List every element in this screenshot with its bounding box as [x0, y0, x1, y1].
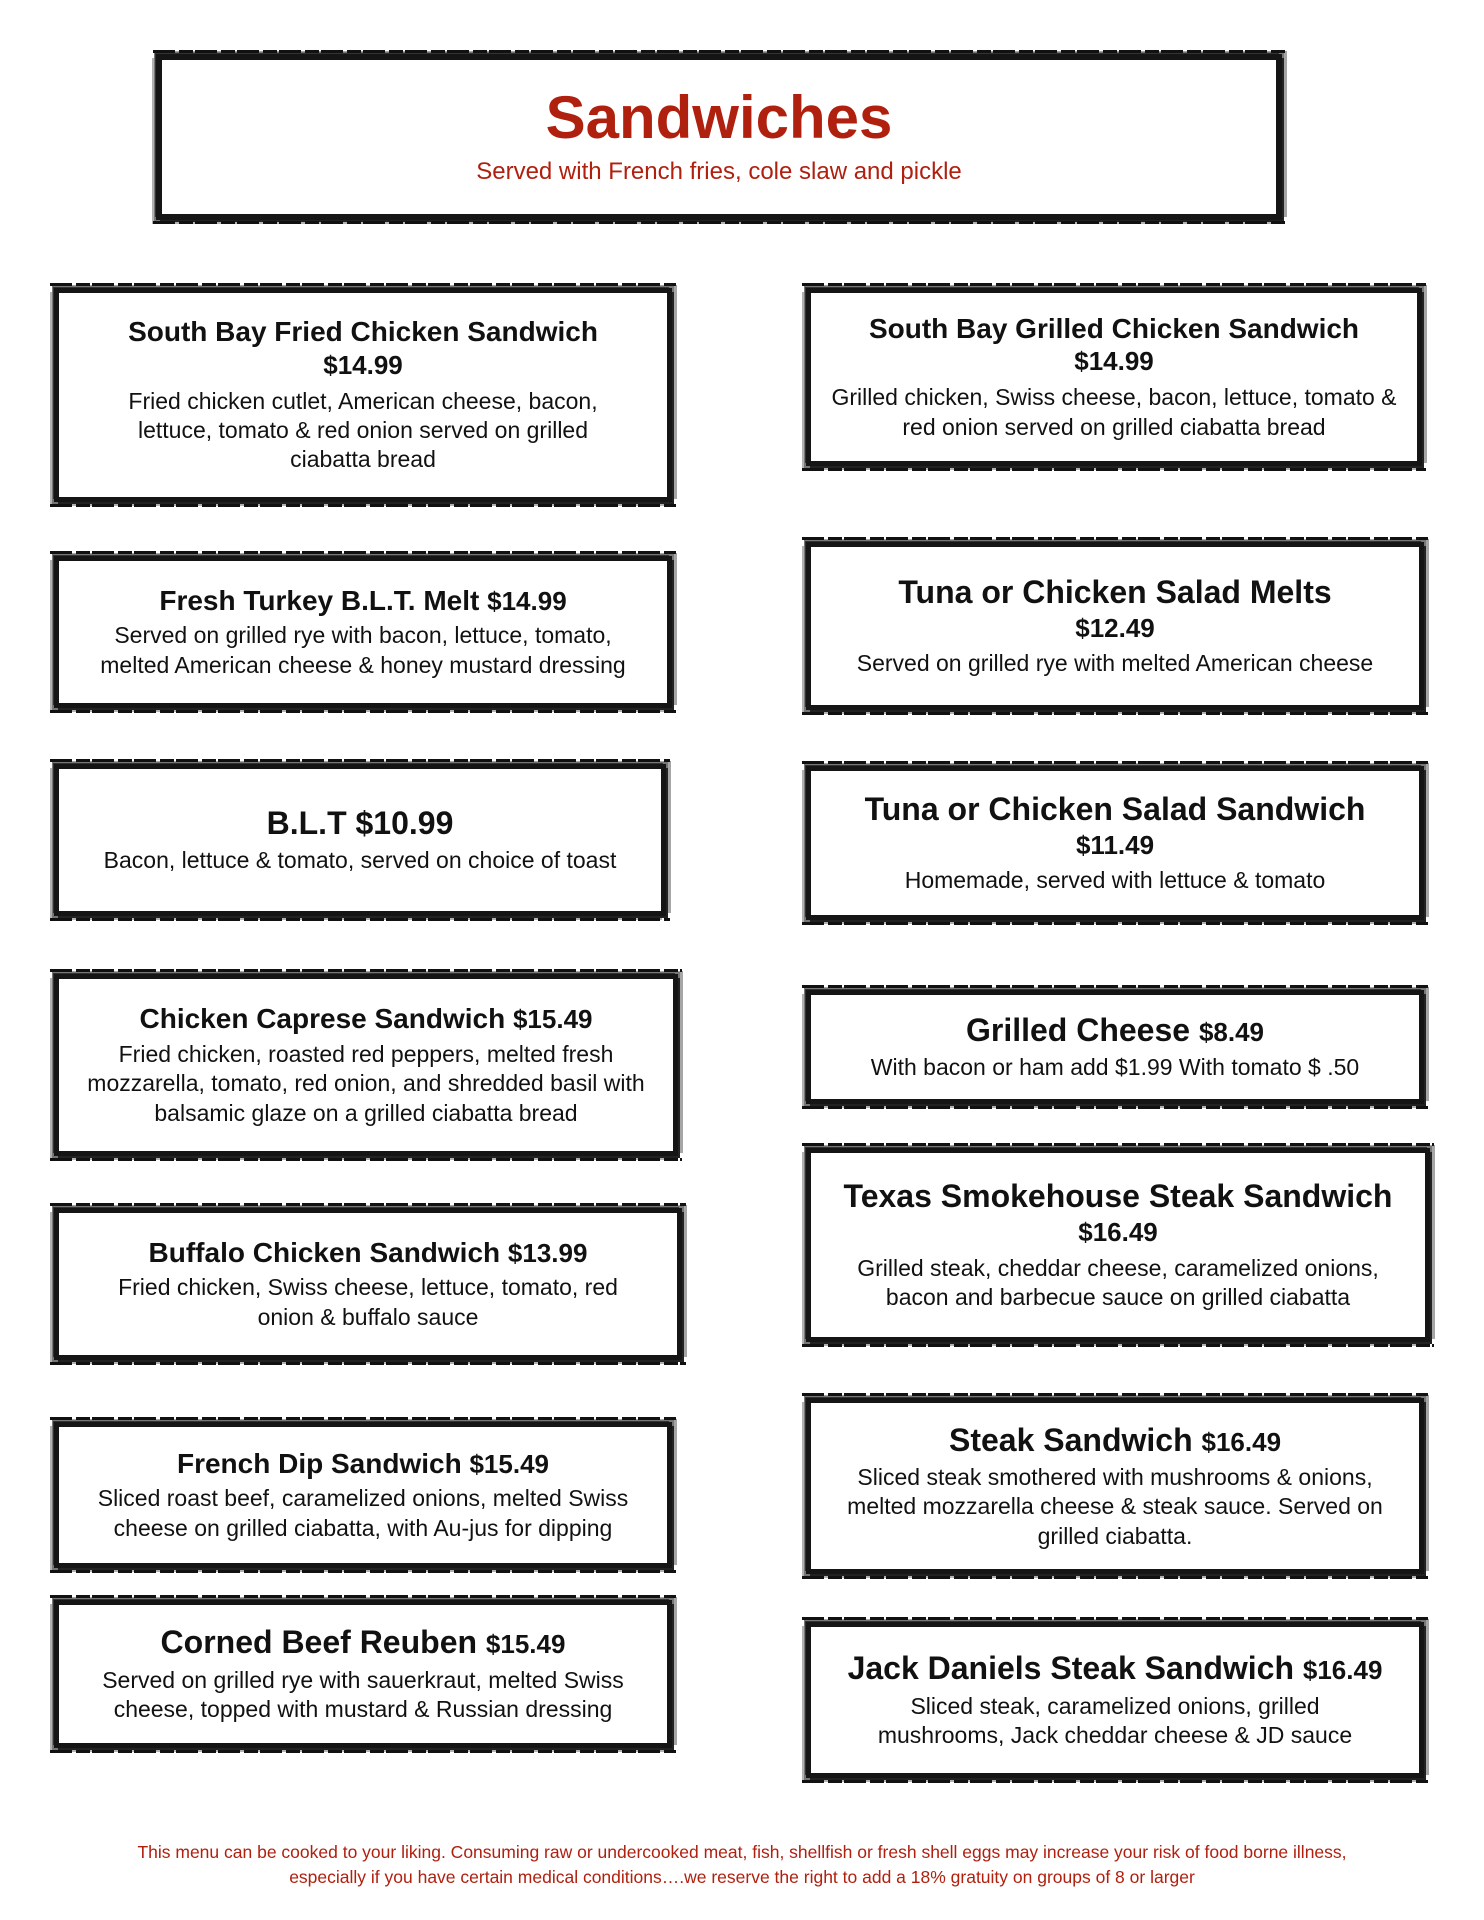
item-description: Grilled chicken, Swiss cheese, bacon, lettuce, tomato & red onion served on grilled ciabatta bread: [831, 384, 1397, 440]
item-description: Homemade, served with lettuce & tomato: [904, 867, 1326, 894]
menu-item-south-bay-grilled-chicken: [806, 288, 1422, 466]
menu-disclaimer: [40, 1840, 1444, 1889]
item-description: Sliced steak, caramelized onions, grilled mushrooms, Jack cheddar cheese & JD sauce: [877, 1692, 1353, 1749]
item-name: Tuna or Chicken Salad Sandwich: [864, 791, 1366, 828]
menu-item-chicken-caprese: [54, 974, 678, 1156]
item-name-line: [161, 1623, 566, 1661]
item-name-line: [848, 1649, 1383, 1687]
menu-item-fresh-turkey-blt-melt: [54, 556, 672, 708]
item-name: Fresh Turkey B.L.T. Melt: [159, 584, 480, 616]
menu-item-blt: [54, 764, 666, 916]
item-name-line: [177, 1447, 549, 1481]
item-description: Fried chicken cutlet, American cheese, bacon, lettuce, tomato & red onion served on grilled ciabatta bread: [128, 387, 598, 473]
menu-item-tuna-chicken-salad-sandwich: [806, 766, 1424, 920]
item-name-line: [159, 584, 566, 618]
item-description: Served on grilled rye with sauerkraut, melted Swiss cheese, topped with mustard & Russian dressing: [102, 1666, 624, 1723]
item-name: Steak Sandwich: [948, 1421, 1193, 1458]
menu-item-steak-sandwich: [806, 1398, 1424, 1574]
menu-item-jack-daniels-steak: [806, 1622, 1424, 1778]
item-name-line: [267, 804, 454, 842]
menu-subtitle: Served with French fries, cole slaw and pickle: [476, 158, 962, 185]
disclaimer-line-1: This menu can be cooked to your liking. Consuming raw or undercooked meat, fish, shellfish or fresh shell eggs may increase your risk of food borne illness,: [137, 1842, 1347, 1862]
item-price: $15.49: [512, 1004, 593, 1035]
item-name-line: [140, 1002, 593, 1036]
item-description: Sliced roast beef, caramelized onions, melted Swiss cheese on grilled ciabatta, with Au-jus for dipping: [97, 1485, 629, 1541]
item-price: $14.99: [1074, 346, 1154, 377]
menu-item-south-bay-fried-chicken: [54, 288, 672, 502]
item-price: $13.99: [507, 1237, 588, 1268]
menu-item-tuna-chicken-salad-melts: [806, 542, 1424, 710]
menu-header-frame: [156, 54, 1282, 220]
item-price: $15.49: [469, 1448, 549, 1479]
item-price: $12.49: [1075, 612, 1155, 643]
menu-item-texas-smokehouse-steak: [806, 1148, 1430, 1342]
menu-item-buffalo-chicken: [54, 1208, 682, 1360]
item-description: Grilled steak, cheddar cheese, caramelized onions, bacon and barbecue sauce on grilled ciabatta: [857, 1254, 1379, 1311]
item-description: Fried chicken, roasted red peppers, melted fresh mozzarella, tomato, red onion, and shredded basil with balsamic glaze on a grilled ciabatta bread: [87, 1040, 645, 1126]
item-price: $14.99: [323, 349, 403, 380]
item-name-line: [149, 1236, 588, 1270]
item-name: Jack Daniels Steak Sandwich: [847, 1650, 1294, 1687]
item-price: $11.49: [1075, 829, 1155, 860]
item-name: Corned Beef Reuben: [160, 1624, 478, 1661]
menu-title: Sandwiches: [545, 84, 893, 151]
item-price: $16.49: [1201, 1426, 1282, 1457]
item-description: Fried chicken, Swiss cheese, lettuce, tomato, red onion & buffalo sauce: [118, 1274, 618, 1330]
item-name: Texas Smokehouse Steak Sandwich: [843, 1178, 1393, 1215]
item-name: B.L.T: [266, 805, 347, 842]
item-name: South Bay Fried Chicken Sandwich: [128, 316, 598, 348]
menu-item-grilled-cheese: [806, 990, 1424, 1104]
menu-item-french-dip: [54, 1422, 672, 1568]
item-description: With bacon or ham add $1.99 With tomato $ .50: [870, 1054, 1360, 1081]
item-name: South Bay Grilled Chicken Sandwich: [868, 312, 1360, 344]
item-price: $8.49: [1198, 1017, 1265, 1048]
item-description: Bacon, lettuce & tomato, served on choice of toast: [103, 847, 617, 874]
item-description: Sliced steak smothered with mushrooms & onions, melted mozzarella cheese & steak sauce. Served on grilled ciabatta.: [847, 1464, 1383, 1549]
item-name: Grilled Cheese: [965, 1012, 1191, 1049]
menu-item-corned-beef-reuben: [54, 1600, 672, 1748]
item-name-line: [949, 1421, 1281, 1459]
item-price: $16.49: [1302, 1655, 1383, 1686]
disclaimer-line-2: especially if you have certain medical conditions….we reserve the right to add a 18% gratuity on groups of 8 or larger: [289, 1866, 1195, 1887]
item-name: Tuna or Chicken Salad Melts: [898, 574, 1332, 611]
item-name: Buffalo Chicken Sandwich: [148, 1236, 501, 1268]
item-description: Served on grilled rye with bacon, lettuce, tomato, melted American cheese & honey mustard dressing: [100, 622, 626, 678]
item-price: $10.99: [355, 805, 454, 842]
item-price: $16.49: [1078, 1216, 1158, 1247]
item-name: Chicken Caprese Sandwich: [139, 1003, 506, 1035]
item-name: French Dip Sandwich: [176, 1447, 462, 1479]
item-name-line: [966, 1011, 1264, 1049]
item-price: $15.49: [485, 1629, 566, 1660]
item-price: $14.99: [487, 585, 567, 616]
item-description: Served on grilled rye with melted American cheese: [856, 650, 1374, 677]
